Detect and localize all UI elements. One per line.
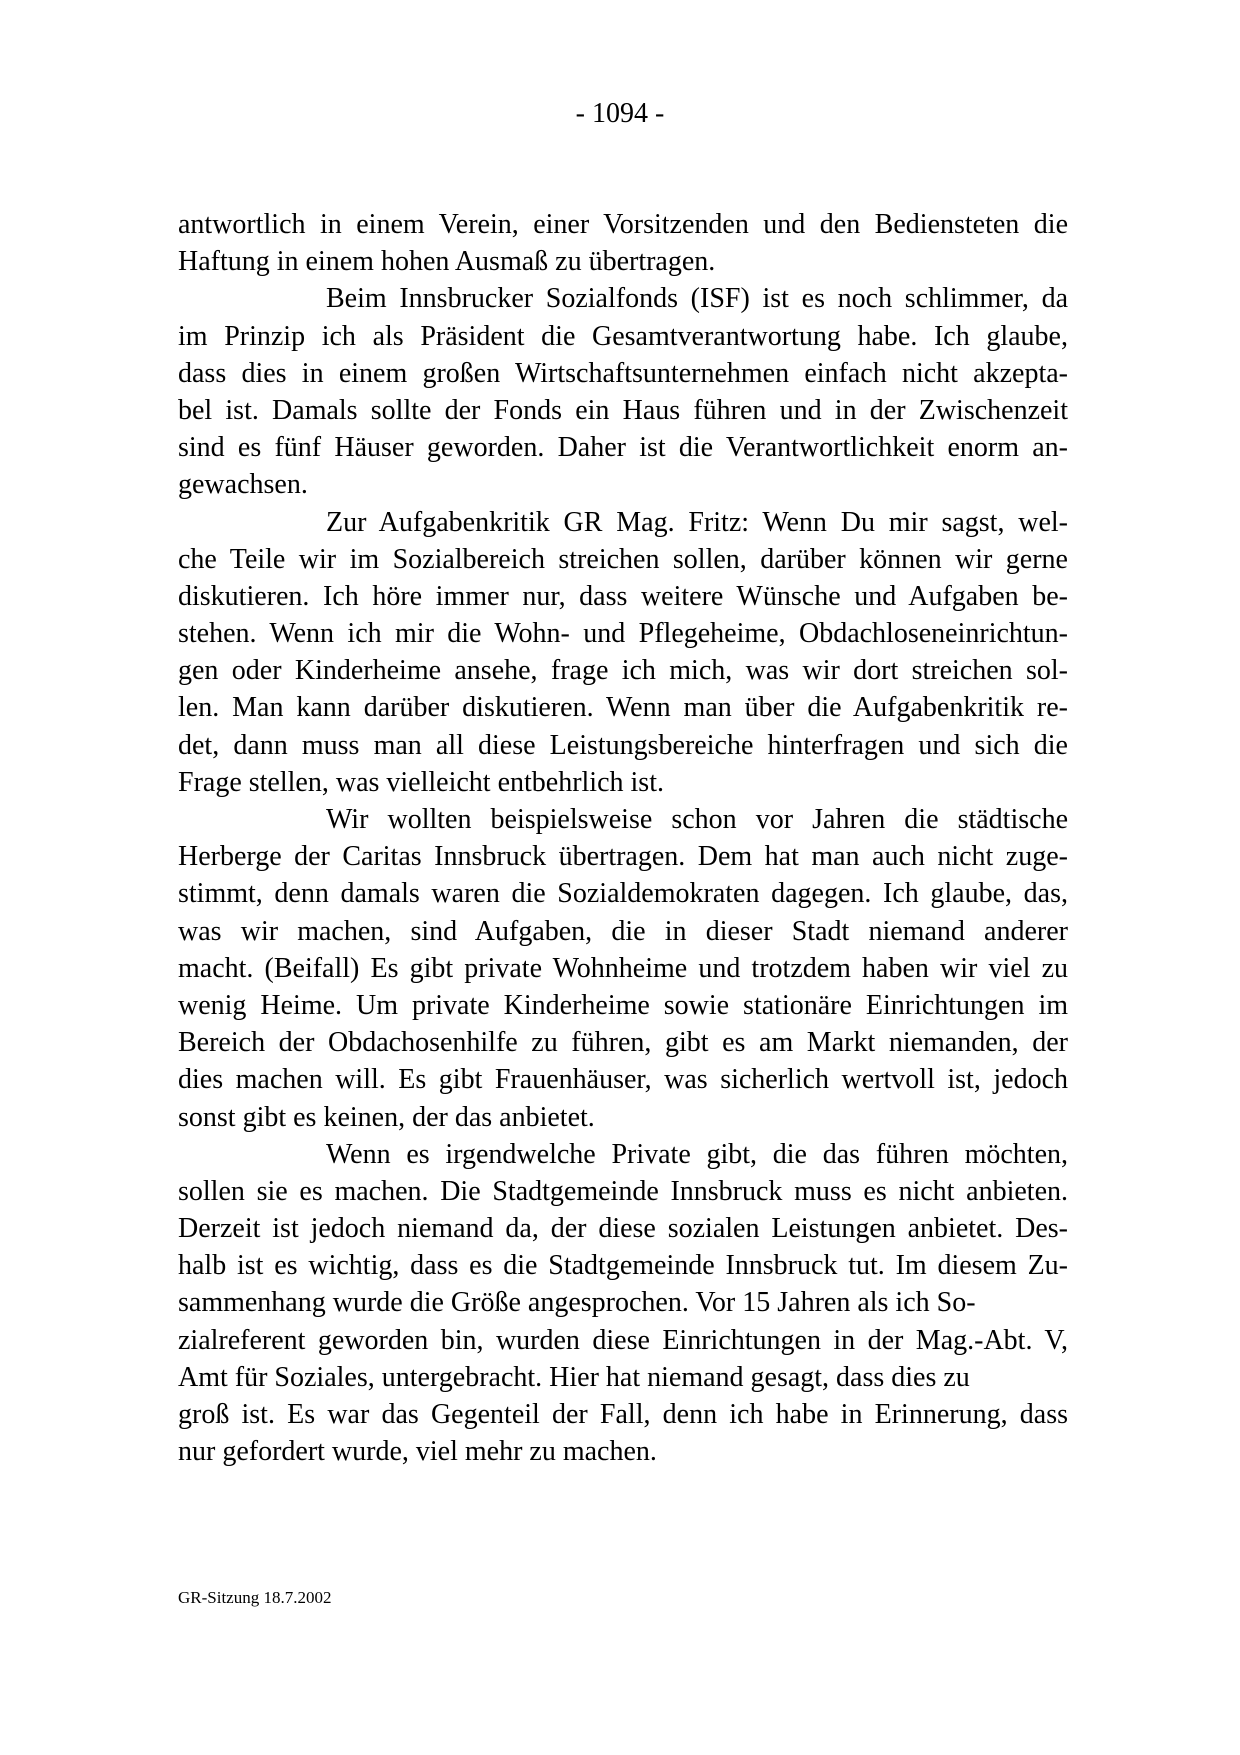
text-line: sammenhang wurde die Größe angesprochen. Vor 15 Jahren als ich So- [178, 1287, 976, 1319]
text-line: antwortlich in einem Verein, einer Vorsitzenden und den Bediensteten die [178, 209, 1068, 240]
text-line: Bereich der Obdachosenhilfe zu führen, gibt es am Markt niemanden, der [178, 1027, 1068, 1059]
text-line: che Teile wir im Sozialbereich streichen sollen, darüber können wir gerne [178, 543, 1068, 575]
text-line: det, dann muss man all diese Leistungsbereiche hinterfragen und sich die [178, 729, 1068, 761]
text-line: Frage stellen, was vielleicht entbehrlich ist. [178, 766, 664, 798]
text-line: Haftung in einem hohen Ausmaß zu übertragen. [178, 246, 716, 278]
document-body [178, 206, 1068, 1470]
text-line: gen oder Kinderheime ansehe, frage ich mich, was wir dort streichen sol- [178, 655, 1068, 687]
paragraph [178, 206, 1068, 280]
paragraph [178, 504, 1068, 802]
text-line: dass dies in einem großen Wirtschaftsunternehmen einfach nicht akzepta- [178, 357, 1068, 389]
paragraph [178, 801, 1068, 1136]
text-line: len. Man kann darüber diskutieren. Wenn man über die Aufgabenkritik re- [178, 692, 1068, 724]
text-line: Derzeit ist jedoch niemand da, der diese sozialen Leistungen anbietet. Des- [178, 1213, 1068, 1245]
text-line: sonst gibt es keinen, der das anbietet. [178, 1101, 595, 1133]
text-line: Zur Aufgabenkritik GR Mag. Fritz: Wenn Du mir sagst, wel- [326, 506, 1068, 538]
paragraph [178, 1136, 1068, 1471]
text-line: sind es fünf Häuser geworden. Daher ist die Verantwortlichkeit enorm an- [178, 432, 1068, 464]
paragraph [178, 280, 1068, 503]
text-line: im Prinzip ich als Präsident die Gesamtverantwortung habe. Ich glaube, [178, 320, 1068, 352]
text-line: dies machen will. Es gibt Frauenhäuser, was sicherlich wertvoll ist, jedoch [178, 1064, 1068, 1096]
footer-session-date: GR-Sitzung 18.7.2002 [178, 1588, 332, 1607]
text-line: wenig Heime. Um private Kinderheime sowie stationäre Einrichtungen im [178, 989, 1068, 1021]
text-line: Beim Innsbrucker Sozialfonds (ISF) ist es noch schlimmer, da [326, 283, 1068, 315]
text-line: Herberge der Caritas Innsbruck übertragen. Dem hat man auch nicht zuge- [178, 841, 1068, 873]
text-line: gewachsen. [178, 469, 308, 501]
text-line: stehen. Wenn ich mir die Wohn- und Pflegeheime, Obdachloseneinrichtun- [178, 618, 1068, 650]
text-line: was wir machen, sind Aufgaben, die in dieser Stadt niemand anderer [178, 915, 1068, 947]
text-line: macht. (Beifall) Es gibt private Wohnheime und trotzdem haben wir viel zu [178, 952, 1068, 984]
text-line: stimmt, denn damals waren die Sozialdemokraten dagegen. Ich glaube, das, [178, 878, 1068, 910]
text-line: Wenn es irgendwelche Private gibt, die das führen möchten, [326, 1138, 1068, 1170]
text-line: bel ist. Damals sollte der Fonds ein Haus führen und in der Zwischenzeit [178, 394, 1068, 426]
text-line: nur gefordert wurde, viel mehr zu machen. [178, 1436, 657, 1468]
page-number: - 1094 - [575, 98, 665, 129]
text-line: zialreferent geworden bin, wurden diese Einrichtungen in der Mag.-Abt. V, [178, 1324, 1068, 1356]
text-line: halb ist es wichtig, dass es die Stadtgemeinde Innsbruck tut. Im diesem Zu- [178, 1250, 1068, 1282]
text-line: Amt für Soziales, untergebracht. Hier hat niemand gesagt, dass dies zu [178, 1361, 970, 1393]
text-line: diskutieren. Ich höre immer nur, dass weitere Wünsche und Aufgaben be- [178, 580, 1068, 612]
text-line: Wir wollten beispielsweise schon vor Jahren die städtische [326, 804, 1068, 835]
text-line: sollen sie es machen. Die Stadtgemeinde Innsbruck muss es nicht anbieten. [178, 1175, 1068, 1207]
text-line: groß ist. Es war das Gegenteil der Fall, denn ich habe in Erinnerung, dass [178, 1399, 1068, 1430]
